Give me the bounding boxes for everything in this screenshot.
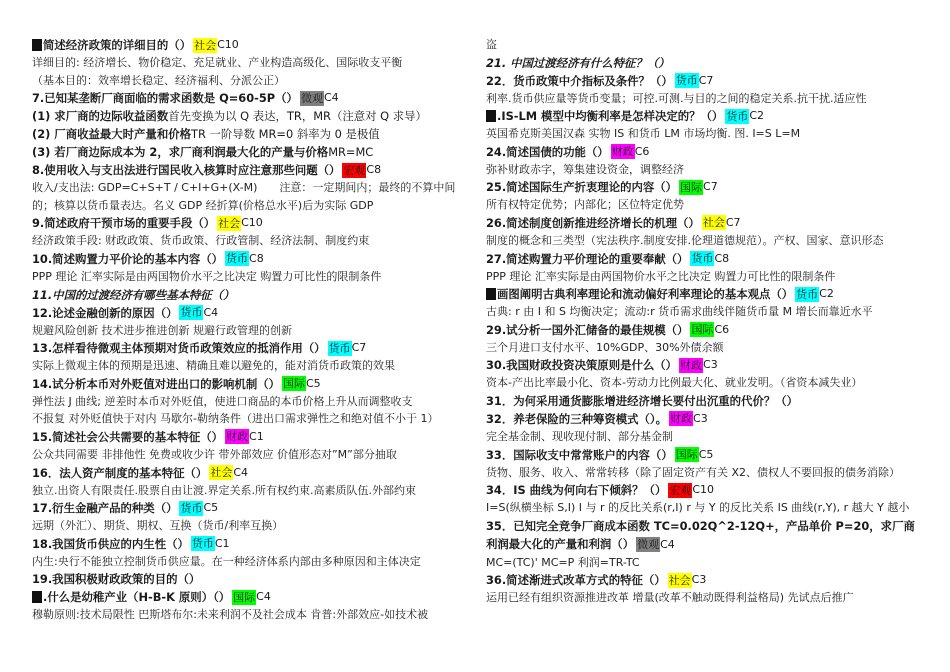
question-line [32,89,472,107]
answer-text: 古典: r 由 I 和 S 均衡决定；流动:r 货币需求曲线伴随货币量 M 增长而靠近水平 [486,305,873,319]
chapter-code: C8 [714,251,730,265]
qa-item [32,304,472,340]
question-text: 30.我国财政投资决策原则是什么（） [486,358,678,373]
qa-item [486,446,918,482]
category-tag: 微观 [300,91,323,105]
answer-text: 利率.货币供应量等货币变量；可控.可测.与目的之间的稳定关系.抗干扰.适应性 [486,91,867,105]
question-line [32,339,472,357]
category-tag: 财政 [680,358,703,372]
question-text: 8.使用收入与支出法进行国民收入核算时应注意那些问题（） [32,163,341,178]
question-text: 17.衍生金融产品的种类（） [32,501,178,516]
chapter-code: C4 [203,305,219,319]
answer-text: 资本-产出比率最小化、资本-劳动力比例最大化、就业发明。（省资本减失业） [486,376,863,390]
question-text: 27.简述购置力平价理论的重要奉献（） [486,251,689,266]
question-text: 35．已知完全竞争厂商成本函数 TC=0.02Q^2-12Q+，产品单价 P=20，求厂商利润最大化的产量和利润（） [486,518,915,551]
bullet-block-icon [32,591,42,603]
question-text: 36.简述渐进式改革方式的特征（） [486,573,666,588]
category-tag: 国际 [283,377,305,391]
question-line [32,125,472,143]
category-tag: 货币 [180,501,203,515]
chapter-code: C6 [634,144,650,158]
question-text: 33．国际收支中常常账户的内容（） [486,447,673,462]
qa-item [486,571,918,607]
chapter-code: C7 [725,215,741,229]
answer-text: 运用已经有组织资源推进改革 增量(改革不触动既得利益格局) 先试点后推广 [486,591,854,605]
category-tag: 财政 [670,412,693,426]
question-text: 10.简述购置力平价论的基本内容（） [32,251,224,266]
answer-text: 穆勒原则:技术局限性 巴斯塔布尔:未来利润不及社会成本 肯普:外部效应-如技术被 [32,608,429,622]
question-text: (2) 厂商收益最大时产量和价格 [32,127,191,142]
qa-item [486,36,918,54]
answer-text: 公众共同需要 非排他性 免费或收少许 带外部效应 价值形态对”M”部分抽取 [32,447,397,461]
answer-text: PPP 理论 汇率实际是由两国物价水平之比决定 购置力可比性的限制条件 [32,269,382,283]
question-text: 32．养老保险的三种筹资模式（）。 [486,411,668,426]
question-line [32,250,472,268]
category-tag: 社会 [668,573,691,587]
qa-item [32,535,472,571]
chapter-code: C8 [366,163,382,177]
question-note: TR 一阶导数 MR=0 斜率为 0 是极值 [191,127,380,142]
question-line [486,214,918,232]
chapter-code: C5 [306,376,321,390]
qa-item [32,107,472,125]
chapter-code: C4 [660,537,675,551]
question-line [32,107,472,125]
answer-text: 盗 [486,38,497,51]
question-line [32,588,472,606]
question-text: 31．为何采用通货膨胀增进经济增长要付出沉重的代价？（） [486,393,799,408]
answer-text: 远期（外汇）、期货、期权、互换（货币/利率互换） [32,519,284,533]
qa-item [486,143,918,179]
question-note: 首先变换为以 Q 表达，TR，MR（注意对 Q 求导） [168,109,427,124]
qa-item [32,428,472,464]
answer-text: 实际上微观主体的预期是迅速、精确且难以避免的，能对消货币政策的效果 [32,359,395,373]
bullet-block-icon [486,110,496,122]
qa-item [486,214,918,250]
question-line [486,54,918,72]
question-line [32,161,472,179]
question-line [486,321,918,339]
qa-item [32,570,472,588]
right-column [486,36,918,607]
question-text: 9.简述政府干预市场的重要手段（） [32,216,216,231]
question-line [486,143,918,161]
category-tag: 货币 [180,306,203,320]
bullet-block-icon [486,288,496,300]
category-tag: 货币 [675,74,698,88]
chapter-code: C1 [249,429,264,443]
answer-text: 规避风险创新 技术进步推进创新 规避行政管理的创新 [32,323,292,337]
question-line [486,481,918,499]
qa-item [486,392,918,410]
question-text: .IS-LM 模型中均衡利率是怎样决定的？（） [497,109,724,124]
category-tag: 货币 [328,341,351,355]
question-line [486,446,918,464]
chapter-code: C3 [691,573,707,587]
bullet-block-icon [32,39,42,51]
qa-item [486,517,918,572]
chapter-code: C2 [819,287,834,301]
question-text: 7.已知某垄断厂商面临的需求函数是 Q=60-5P（） [32,91,298,106]
question-text: 24.简述国债的功能（） [486,144,609,159]
qa-item [486,54,918,72]
question-text: .什么是幼稚产业（H-B-K 原则）（） [43,590,231,605]
question-text: 12.论述金融创新的原因（） [32,305,178,320]
chapter-code: C7 [703,180,718,194]
qa-item [32,588,472,624]
answer-text: 内生:央行不能独立控制货币供应量。在一种经济体系内部由多种原因和主体决定 [32,554,421,568]
qa-item [32,89,472,107]
chapter-code: C7 [698,73,714,87]
question-text: 34．IS 曲线为何向右下倾斜？（） [486,483,667,498]
answer-text: 完全基金制、现收现付制、部分基金制 [486,429,673,443]
category-tag: 货币 [796,287,819,301]
chapter-code: C6 [714,322,730,336]
question-line [486,356,918,374]
category-tag: 货币 [226,252,249,266]
chapter-code: C1 [214,536,230,550]
qa-item [486,356,918,392]
chapter-code: C3 [693,411,708,425]
answer-text: I=S(纵横坐标 S,I) I 与 r 的反比关系(r,I) r 与 Y 的反比关系 IS 曲线(r,Y), r 越大 Y 越小 [486,501,910,515]
chapter-code: C7 [351,341,367,355]
answer-text: 弥补财政赤字，筹集建设资金，调整经济 [486,162,684,176]
question-text: 14.试分析本币对外贬值对进出口的影响机制（） [32,376,280,391]
category-tag: 社会 [194,38,217,52]
qa-item [486,321,918,357]
answer-text: 独立.出资人有限责任.股票自由让渡.界定关系.所有权约束.高素质队伍.外部约束 [32,483,416,497]
qa-item [32,161,472,214]
category-tag: 宏观 [669,483,692,497]
qa-item [486,72,918,108]
qa-item [32,499,472,535]
question-text: (3) 若厂商边际成本为 2，求厂商利润最大化的产量与价格 [32,145,329,160]
question-text: 29.试分析一国外汇储备的最佳规模（） [486,322,689,337]
qa-item [32,214,472,250]
answer-text: 弹性法 J 曲线; 逆差时本币对外贬值，使进口商品的本币价格上升从而调整收支 [32,394,413,408]
chapter-code: C4 [256,590,271,604]
qa-item [32,339,472,375]
answer-text: 所有权特定优势；内部化；区位特定优势 [486,198,684,212]
question-line [486,250,918,268]
question-text: 19.我国积极财政政策的目的（） [32,572,201,587]
answer-text: 经济政策手段: 财政政策、货币政策、行政管制、经济法制、制度约束 [32,234,370,248]
question-line [32,570,472,588]
category-tag: 宏观 [343,163,366,177]
question-line [486,392,918,410]
question-text: 25.简述国际生产折衷理论的内容（） [486,180,678,195]
question-text: 画图阐明古典利率理论和流动偏好利率理论的基本观点（） [497,287,794,302]
question-line [486,178,918,196]
answer-text: 收入/支出法: GDP=C+S+T / C+I+G+(X-M) 注意：一定期间内；最终的不算中间的；核算以货币量表达。名义 GDP 经折算(价格总水平)后为实际 GDP [32,181,456,212]
left-column [32,36,472,624]
category-tag: 财政 [226,430,249,444]
question-line [32,304,472,322]
answer-text: 不报复 对外贬值快于对内 马歇尔-勒纳条件（进出口需求弹性之和绝对值不小于 1） [32,412,439,426]
question-line [486,72,918,90]
answer-text: 三个月进口支付水平、10%GDP、30%外债余额 [486,340,724,354]
chapter-code: C2 [749,109,764,123]
question-text: 简述经济政策的详细目的（） [43,38,192,52]
question-text: (1) 求厂商的边际收益函数 [32,109,169,124]
question-text: 21. 中国过渡经济有什么特征？（） [486,55,670,70]
qa-item [486,107,918,143]
question-line [32,36,472,54]
qa-item [486,410,918,446]
question-line [486,285,918,303]
qa-item [32,36,472,89]
question-text: 22．货币政策中介指标及条件？（） [486,73,673,88]
question-line [32,286,472,304]
question-line [32,535,472,553]
chapter-code: C8 [249,251,264,265]
qa-item [32,250,472,286]
question-line [32,375,472,393]
chapter-code: C4 [233,465,249,479]
category-tag: 社会 [218,216,241,230]
question-text: 13.怎样看待微观主体预期对货币政策效应的抵消作用（） [32,341,326,356]
question-text: 15.简述社会公共需要的基本特征（） [32,429,224,444]
question-line [486,410,918,428]
chapter-code: C5 [698,447,714,461]
answer-text: 制度的概念和三类型（宪法秩序.制度安排.伦理道德规范）。产权、国家、意识形态 [486,233,884,247]
chapter-code: C10 [692,483,715,497]
category-tag: 货币 [691,252,714,266]
chapter-code: C4 [323,91,339,105]
category-tag: 国际 [233,590,256,604]
question-line [486,517,918,554]
question-text: 18.我国货币供应的内生性（） [32,536,189,551]
chapter-code: C5 [203,501,219,515]
category-tag: 财政 [611,145,634,159]
question-line [32,428,472,446]
category-tag: 社会 [702,216,725,230]
question-text: 16．法人资产制度的基本特征（） [32,465,208,480]
question-line [32,143,472,161]
question-line [32,464,472,482]
question-line [32,214,472,232]
qa-item [32,464,472,500]
qa-item [486,250,918,286]
category-tag: 货币 [726,109,749,123]
qa-item [32,286,472,304]
chapter-code: C3 [703,358,718,372]
category-tag: 货币 [191,537,214,551]
category-tag: 国际 [675,448,698,462]
answer-text: MC=(TC)' MC=P 利润=TR-TC [486,555,640,569]
question-note: MR=MC [328,145,374,160]
qa-item [486,285,918,321]
answer-text: （基本目的：效率增长稳定、经济福利、分派公正） [32,73,285,87]
question-line [486,107,918,125]
question-text: 26.简述制度创新推进经济增长的机理（） [486,215,700,230]
answer-text: 详细目的: 经济增长、物价稳定、充足就业、产业构造高级化、国际收支平衡 [32,56,403,69]
question-text: 11.中国的过渡经济有哪些基本特征（） [32,287,235,302]
category-tag: 国际 [691,323,714,337]
question-line [486,571,918,589]
qa-item [486,481,918,517]
qa-item [486,178,918,214]
answer-text: PPP 理论 汇率实际是由两国物价水平之比决定 购置力可比性的限制条件 [486,269,836,283]
category-tag: 社会 [210,466,233,480]
qa-item [32,375,472,428]
qa-item [32,143,472,161]
category-tag: 国际 [680,180,703,194]
qa-item [32,125,472,143]
answer-text: 英国希克斯美国汉森 实物 IS 和货币 LM 市场均衡. 图. I=S L=M [486,127,801,141]
question-line [32,499,472,517]
chapter-code: C10 [241,216,263,230]
chapter-code: C10 [217,38,239,51]
answer-text: 货物、服务、收入、常常转移（除了固定资产有关 X2、债权人不要回报的债务消除） [486,465,901,479]
category-tag: 微观 [637,537,660,551]
